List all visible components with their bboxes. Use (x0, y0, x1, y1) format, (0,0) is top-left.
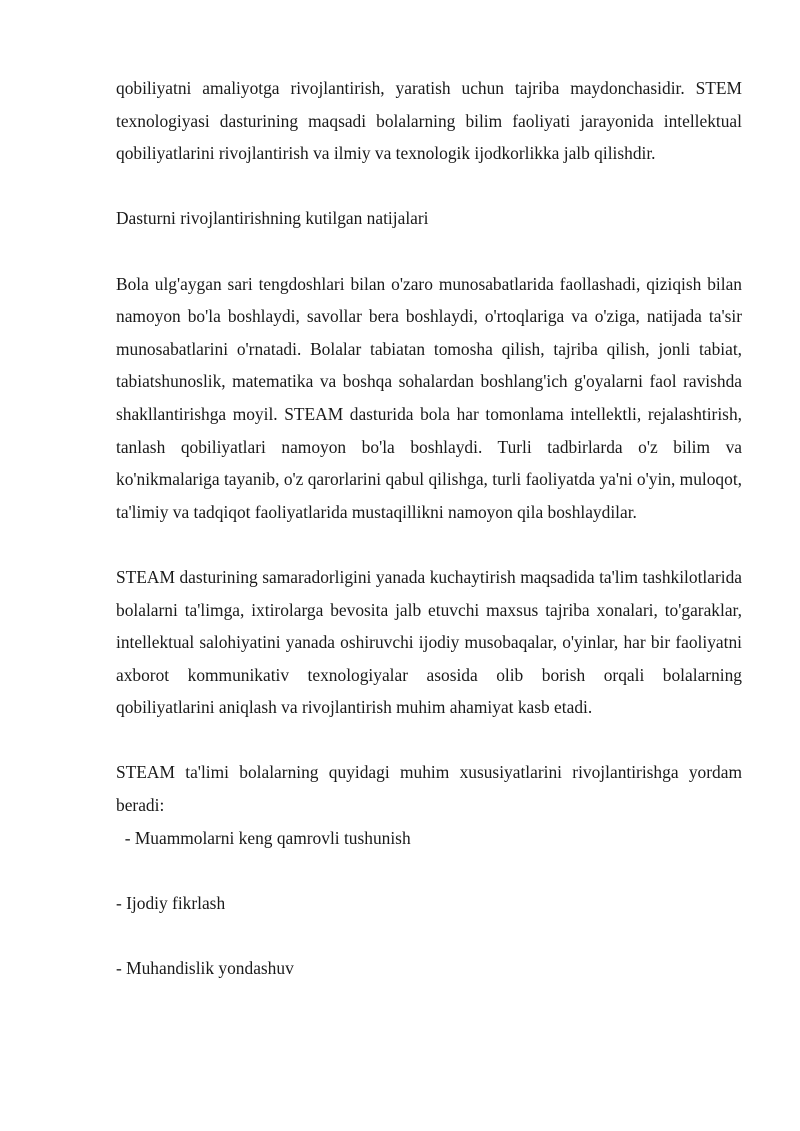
paragraph-spacer (116, 724, 742, 757)
list-item: - Muammolarni keng qamrovli tushunish (116, 827, 411, 848)
paragraph-spacer (116, 235, 742, 268)
steam-benefits-paragraph: STEAM ta'limi bolalarning quyidagi muhim xususiyatlarini rivojlantirishga yordam beradi: (116, 762, 742, 816)
steam-effectiveness-paragraph: STEAM dasturining samaradorligini yanada kuchaytirish maqsadida ta'lim tashkilotlarida bolalarni ta'limga, ixtirolarga bevosita jalb etuvchi maxsus tajriba xonalari, to'garaklar, intellektual salohiyatini yanada oshiruvchi ijodiy musobaqalar, o'yinlar, har bir faoliyatni axborot kommunikativ texnologiyalar asosida olib borish orqali bolalarning qobiliyatlarini aniqlash va rivojlantirish muhim ahamiyat kasb etadi. (116, 566, 742, 718)
list-spacer (116, 919, 742, 952)
list-item: - Muhandislik yondashuv (116, 958, 294, 979)
section-heading: Dasturni rivojlantirishning kutilgan natijalari (116, 208, 429, 229)
expected-results-paragraph: Bola ulg'aygan sari tengdoshlari bilan o'zaro munosabatlarida faollashadi, qiziqish bilan namoyon bo'la boshlaydi, savollar bera boshlaydi, o'rtoqlariga va o'ziga, natijada ta'sir munosabatlarini o'rnatadi. Bolalar tabiatan tomosha qilish, tajriba qilish, jonli tabiat, tabiatshunoslik, matematika va boshqa sohalardan boshlang'ich g'oyalarni faol ravishda shakllantirishga moyil. STEAM dasturida bola har tomonlama intellektli, rejalashtirish, tanlash qobiliyatlari namoyon bo'la boshlaydi. Turli tadbirlarda o'z bilim va ko'nikmalariga tayanib, o'z qarorlarini qabul qilishga, turli faoliyatda ya'ni o'yin, muloqot, ta'limiy va tadqiqot faoliyatlarida mustaqillikni namoyon qila boshlaydilar. (116, 273, 742, 522)
paragraph-spacer (116, 170, 742, 203)
paragraph-spacer (116, 528, 742, 561)
list-item: - Ijodiy fikrlash (116, 892, 226, 913)
document-body (116, 72, 742, 985)
intro-paragraph: qobiliyatni amaliyotga rivojlantirish, yaratish uchun tajriba maydonchasidir. STEM texnologiyasi dasturining maqsadi bolalarning bilim faoliyati jarayonida intellektual qobiliyatlarini rivojlantirish va ilmiy va texnologik ijodkorlikka jalb qilishdir. (116, 78, 742, 164)
list-spacer (116, 854, 742, 887)
